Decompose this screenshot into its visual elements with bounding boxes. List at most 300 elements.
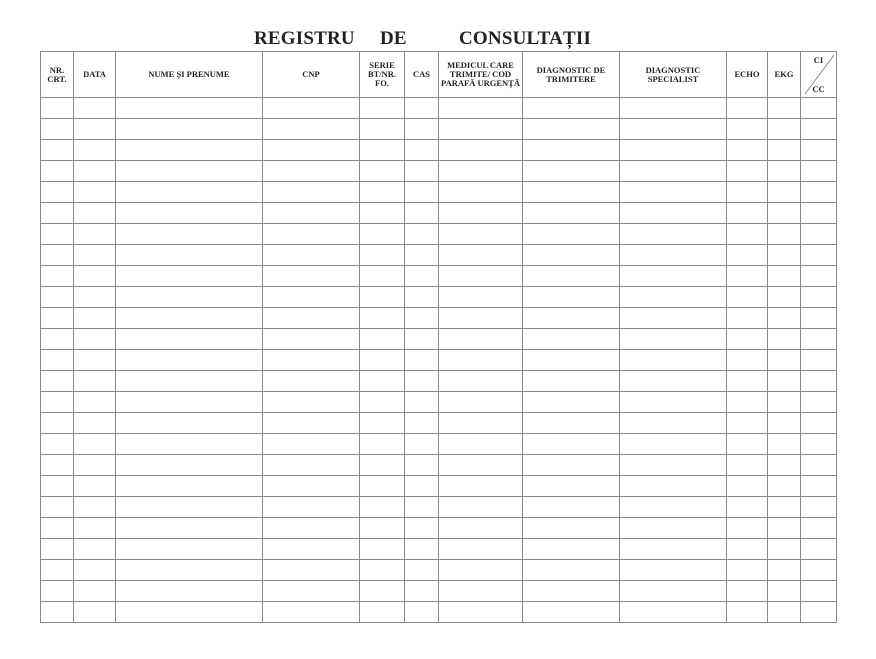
- table-cell: [74, 161, 116, 182]
- table-cell: [768, 371, 801, 392]
- table-cell: [727, 434, 768, 455]
- table-cell: [439, 518, 523, 539]
- table-cell: [263, 434, 360, 455]
- table-cell: [263, 266, 360, 287]
- table-cell: [360, 392, 405, 413]
- table-row: [41, 539, 837, 560]
- table-cell: [41, 182, 74, 203]
- table-cell: [360, 518, 405, 539]
- table-cell: [439, 287, 523, 308]
- table-cell: [405, 161, 439, 182]
- table-cell: [263, 476, 360, 497]
- table-cell: [727, 140, 768, 161]
- table-cell: [727, 392, 768, 413]
- table-cell: [405, 308, 439, 329]
- table-cell: [801, 161, 837, 182]
- table-cell: [727, 329, 768, 350]
- table-cell: [768, 329, 801, 350]
- table-cell: [801, 224, 837, 245]
- table-cell: [74, 287, 116, 308]
- table-cell: [360, 434, 405, 455]
- table-cell: [801, 539, 837, 560]
- table-cell: [801, 308, 837, 329]
- table-cell: [523, 581, 620, 602]
- table-cell: [523, 287, 620, 308]
- table-cell: [727, 119, 768, 140]
- cc-label: CC: [812, 84, 825, 94]
- table-cell: [74, 476, 116, 497]
- table-cell: [405, 350, 439, 371]
- table-row: [41, 518, 837, 539]
- table-cell: [523, 476, 620, 497]
- table-cell: [801, 98, 837, 119]
- table-cell: [727, 413, 768, 434]
- table-cell: [41, 434, 74, 455]
- table-cell: [263, 161, 360, 182]
- table-cell: [405, 392, 439, 413]
- table-cell: [523, 350, 620, 371]
- table-cell: [405, 182, 439, 203]
- table-cell: [116, 413, 263, 434]
- table-cell: [116, 602, 263, 623]
- table-cell: [360, 539, 405, 560]
- table-row: [41, 224, 837, 245]
- table-cell: [620, 455, 727, 476]
- table-cell: [41, 245, 74, 266]
- table-cell: [360, 371, 405, 392]
- table-cell: [768, 392, 801, 413]
- table-cell: [405, 371, 439, 392]
- table-cell: [74, 497, 116, 518]
- col-header-echo: ECHO: [727, 52, 768, 98]
- table-cell: [801, 203, 837, 224]
- table-cell: [263, 224, 360, 245]
- table-cell: [405, 245, 439, 266]
- table-cell: [523, 98, 620, 119]
- table-row: [41, 287, 837, 308]
- table-cell: [768, 434, 801, 455]
- table-cell: [801, 455, 837, 476]
- table-cell: [439, 581, 523, 602]
- table-cell: [405, 497, 439, 518]
- table-cell: [768, 182, 801, 203]
- table-cell: [768, 539, 801, 560]
- table-cell: [439, 98, 523, 119]
- table-cell: [116, 287, 263, 308]
- table-cell: [263, 392, 360, 413]
- table-cell: [116, 350, 263, 371]
- table-cell: [523, 308, 620, 329]
- table-cell: [439, 392, 523, 413]
- table-cell: [523, 518, 620, 539]
- table-cell: [768, 602, 801, 623]
- table-cell: [768, 581, 801, 602]
- table-cell: [727, 581, 768, 602]
- col-header-nr-crt: NR. CRT.: [41, 52, 74, 98]
- table-cell: [116, 560, 263, 581]
- table-cell: [801, 245, 837, 266]
- table-cell: [41, 140, 74, 161]
- table-cell: [768, 161, 801, 182]
- table-cell: [360, 119, 405, 140]
- table-cell: [116, 518, 263, 539]
- table-row: [41, 350, 837, 371]
- table-cell: [439, 497, 523, 518]
- table-cell: [41, 455, 74, 476]
- col-header-cas: CAS: [405, 52, 439, 98]
- table-cell: [74, 581, 116, 602]
- table-cell: [360, 476, 405, 497]
- title-word-consultatii: CONSULTAȚII: [459, 28, 592, 49]
- table-cell: [768, 224, 801, 245]
- table-cell: [74, 518, 116, 539]
- table-cell: [41, 560, 74, 581]
- table-cell: [116, 98, 263, 119]
- table-cell: [405, 539, 439, 560]
- table-cell: [801, 140, 837, 161]
- table-cell: [620, 161, 727, 182]
- table-cell: [405, 98, 439, 119]
- table-cell: [74, 140, 116, 161]
- table-cell: [116, 371, 263, 392]
- table-cell: [263, 602, 360, 623]
- table-cell: [41, 497, 74, 518]
- table-cell: [620, 119, 727, 140]
- table-row: [41, 371, 837, 392]
- table-cell: [768, 476, 801, 497]
- table-cell: [405, 581, 439, 602]
- table-cell: [74, 602, 116, 623]
- table-cell: [768, 266, 801, 287]
- table-cell: [360, 266, 405, 287]
- table-cell: [620, 266, 727, 287]
- table-cell: [439, 140, 523, 161]
- table-cell: [727, 98, 768, 119]
- table-cell: [360, 182, 405, 203]
- table-cell: [727, 266, 768, 287]
- table-cell: [405, 329, 439, 350]
- table-cell: [523, 140, 620, 161]
- table-cell: [801, 518, 837, 539]
- table-cell: [360, 455, 405, 476]
- register-title: [0, 28, 876, 50]
- table-cell: [74, 350, 116, 371]
- table-cell: [523, 119, 620, 140]
- table-cell: [263, 287, 360, 308]
- table-cell: [620, 350, 727, 371]
- table-cell: [620, 539, 727, 560]
- table-cell: [768, 350, 801, 371]
- table-cell: [727, 182, 768, 203]
- table-cell: [405, 602, 439, 623]
- table-cell: [360, 98, 405, 119]
- table-cell: [523, 224, 620, 245]
- table-cell: [74, 371, 116, 392]
- table-cell: [263, 371, 360, 392]
- table-cell: [116, 497, 263, 518]
- table-cell: [439, 119, 523, 140]
- table-cell: [405, 224, 439, 245]
- table-cell: [74, 203, 116, 224]
- table-cell: [405, 287, 439, 308]
- table-cell: [41, 539, 74, 560]
- table-cell: [768, 413, 801, 434]
- table-cell: [74, 98, 116, 119]
- table-cell: [727, 560, 768, 581]
- ci-label: CI: [813, 55, 824, 65]
- table-cell: [727, 224, 768, 245]
- table-cell: [405, 455, 439, 476]
- table-cell: [523, 161, 620, 182]
- table-cell: [801, 350, 837, 371]
- table-cell: [74, 224, 116, 245]
- table-cell: [439, 602, 523, 623]
- table-cell: [727, 161, 768, 182]
- table-cell: [620, 581, 727, 602]
- table-cell: [801, 560, 837, 581]
- table-cell: [768, 455, 801, 476]
- table-cell: [523, 413, 620, 434]
- table-cell: [523, 560, 620, 581]
- table-cell: [74, 413, 116, 434]
- table-row: [41, 161, 837, 182]
- table-cell: [768, 203, 801, 224]
- title-word-de: DE: [380, 28, 407, 49]
- table-cell: [801, 602, 837, 623]
- table-cell: [727, 287, 768, 308]
- table-cell: [439, 455, 523, 476]
- table-cell: [620, 518, 727, 539]
- table-row: [41, 602, 837, 623]
- table-cell: [41, 476, 74, 497]
- table-cell: [263, 497, 360, 518]
- table-cell: [41, 581, 74, 602]
- table-cell: [727, 518, 768, 539]
- table-cell: [801, 392, 837, 413]
- table-cell: [360, 203, 405, 224]
- table-cell: [801, 371, 837, 392]
- table-cell: [74, 329, 116, 350]
- table-cell: [727, 245, 768, 266]
- register-body: [41, 98, 837, 623]
- table-cell: [768, 98, 801, 119]
- col-header-diagnostic-specialist: DIAGNOSTIC SPECIALIST: [620, 52, 727, 98]
- table-cell: [439, 539, 523, 560]
- table-cell: [360, 161, 405, 182]
- table-cell: [620, 287, 727, 308]
- table-cell: [439, 560, 523, 581]
- table-cell: [801, 413, 837, 434]
- table-cell: [439, 224, 523, 245]
- col-header-ci-cc: [801, 52, 837, 98]
- table-cell: [263, 413, 360, 434]
- table-cell: [439, 245, 523, 266]
- table-cell: [41, 350, 74, 371]
- table-cell: [620, 602, 727, 623]
- table-cell: [263, 203, 360, 224]
- table-cell: [74, 182, 116, 203]
- table-cell: [620, 308, 727, 329]
- table-cell: [727, 602, 768, 623]
- table-cell: [405, 203, 439, 224]
- table-cell: [620, 560, 727, 581]
- table-cell: [41, 287, 74, 308]
- table-cell: [41, 161, 74, 182]
- table-cell: [74, 245, 116, 266]
- table-cell: [768, 140, 801, 161]
- table-cell: [41, 602, 74, 623]
- table-cell: [360, 497, 405, 518]
- table-cell: [263, 560, 360, 581]
- table-cell: [801, 434, 837, 455]
- table-row: [41, 140, 837, 161]
- table-cell: [727, 497, 768, 518]
- table-cell: [523, 266, 620, 287]
- table-row: [41, 182, 837, 203]
- table-cell: [523, 329, 620, 350]
- table-cell: [41, 518, 74, 539]
- table-cell: [116, 203, 263, 224]
- table-cell: [620, 413, 727, 434]
- table-cell: [116, 581, 263, 602]
- table-cell: [405, 413, 439, 434]
- table-cell: [523, 497, 620, 518]
- table-cell: [801, 182, 837, 203]
- consultation-register-table: [40, 51, 837, 623]
- table-cell: [263, 182, 360, 203]
- table-cell: [41, 329, 74, 350]
- table-cell: [439, 434, 523, 455]
- table-cell: [74, 308, 116, 329]
- table-row: [41, 581, 837, 602]
- table-row: [41, 413, 837, 434]
- table-cell: [41, 203, 74, 224]
- table-cell: [74, 560, 116, 581]
- table-cell: [620, 140, 727, 161]
- col-header-ekg: EKG: [768, 52, 801, 98]
- table-row: [41, 119, 837, 140]
- table-cell: [801, 119, 837, 140]
- table-cell: [405, 434, 439, 455]
- table-cell: [41, 119, 74, 140]
- table-cell: [74, 455, 116, 476]
- table-cell: [801, 497, 837, 518]
- table-cell: [116, 476, 263, 497]
- table-cell: [727, 308, 768, 329]
- table-cell: [41, 308, 74, 329]
- table-cell: [801, 287, 837, 308]
- table-cell: [360, 602, 405, 623]
- table-cell: [439, 350, 523, 371]
- table-row: [41, 203, 837, 224]
- col-header-cnp: CNP: [263, 52, 360, 98]
- table-cell: [263, 329, 360, 350]
- table-cell: [74, 392, 116, 413]
- table-cell: [620, 203, 727, 224]
- table-cell: [263, 518, 360, 539]
- table-cell: [768, 287, 801, 308]
- table-cell: [620, 98, 727, 119]
- table-cell: [727, 455, 768, 476]
- table-cell: [727, 203, 768, 224]
- col-header-serie-bt: SERIE BT/NR. FO.: [360, 52, 405, 98]
- table-row: [41, 560, 837, 581]
- table-cell: [405, 560, 439, 581]
- table-cell: [41, 224, 74, 245]
- table-cell: [116, 182, 263, 203]
- table-cell: [263, 98, 360, 119]
- table-cell: [439, 182, 523, 203]
- table-cell: [116, 455, 263, 476]
- table-cell: [523, 182, 620, 203]
- header-row: [41, 52, 837, 98]
- table-cell: [41, 392, 74, 413]
- table-cell: [620, 224, 727, 245]
- table-cell: [620, 329, 727, 350]
- table-cell: [439, 413, 523, 434]
- table-cell: [360, 581, 405, 602]
- table-cell: [801, 266, 837, 287]
- table-cell: [263, 581, 360, 602]
- col-header-medicul-trimite: MEDICUL CARE TRIMITE/ COD PARAFĂ URGENȚĂ: [439, 52, 523, 98]
- table-cell: [439, 476, 523, 497]
- table-cell: [360, 287, 405, 308]
- table-cell: [405, 266, 439, 287]
- table-cell: [727, 371, 768, 392]
- table-cell: [263, 308, 360, 329]
- table-cell: [405, 476, 439, 497]
- table-row: [41, 392, 837, 413]
- table-cell: [360, 329, 405, 350]
- table-cell: [360, 350, 405, 371]
- table-cell: [439, 371, 523, 392]
- table-cell: [116, 161, 263, 182]
- table-cell: [768, 560, 801, 581]
- table-cell: [768, 518, 801, 539]
- table-cell: [523, 371, 620, 392]
- table-cell: [801, 476, 837, 497]
- table-cell: [523, 245, 620, 266]
- table-row: [41, 329, 837, 350]
- table-cell: [801, 581, 837, 602]
- table-row: [41, 98, 837, 119]
- table-cell: [439, 161, 523, 182]
- table-cell: [620, 392, 727, 413]
- table-cell: [360, 308, 405, 329]
- table-cell: [263, 350, 360, 371]
- table-row: [41, 455, 837, 476]
- table-cell: [263, 245, 360, 266]
- title-word-registru: REGISTRU: [254, 28, 355, 49]
- table-cell: [523, 434, 620, 455]
- table-cell: [263, 539, 360, 560]
- table-cell: [263, 140, 360, 161]
- table-cell: [405, 119, 439, 140]
- table-cell: [439, 308, 523, 329]
- table-cell: [768, 119, 801, 140]
- table-cell: [523, 203, 620, 224]
- table-cell: [41, 371, 74, 392]
- table-cell: [768, 245, 801, 266]
- table-cell: [116, 245, 263, 266]
- table-cell: [360, 224, 405, 245]
- table-cell: [116, 329, 263, 350]
- table-row: [41, 434, 837, 455]
- table-cell: [116, 224, 263, 245]
- table-cell: [41, 266, 74, 287]
- table-cell: [360, 140, 405, 161]
- table-cell: [523, 602, 620, 623]
